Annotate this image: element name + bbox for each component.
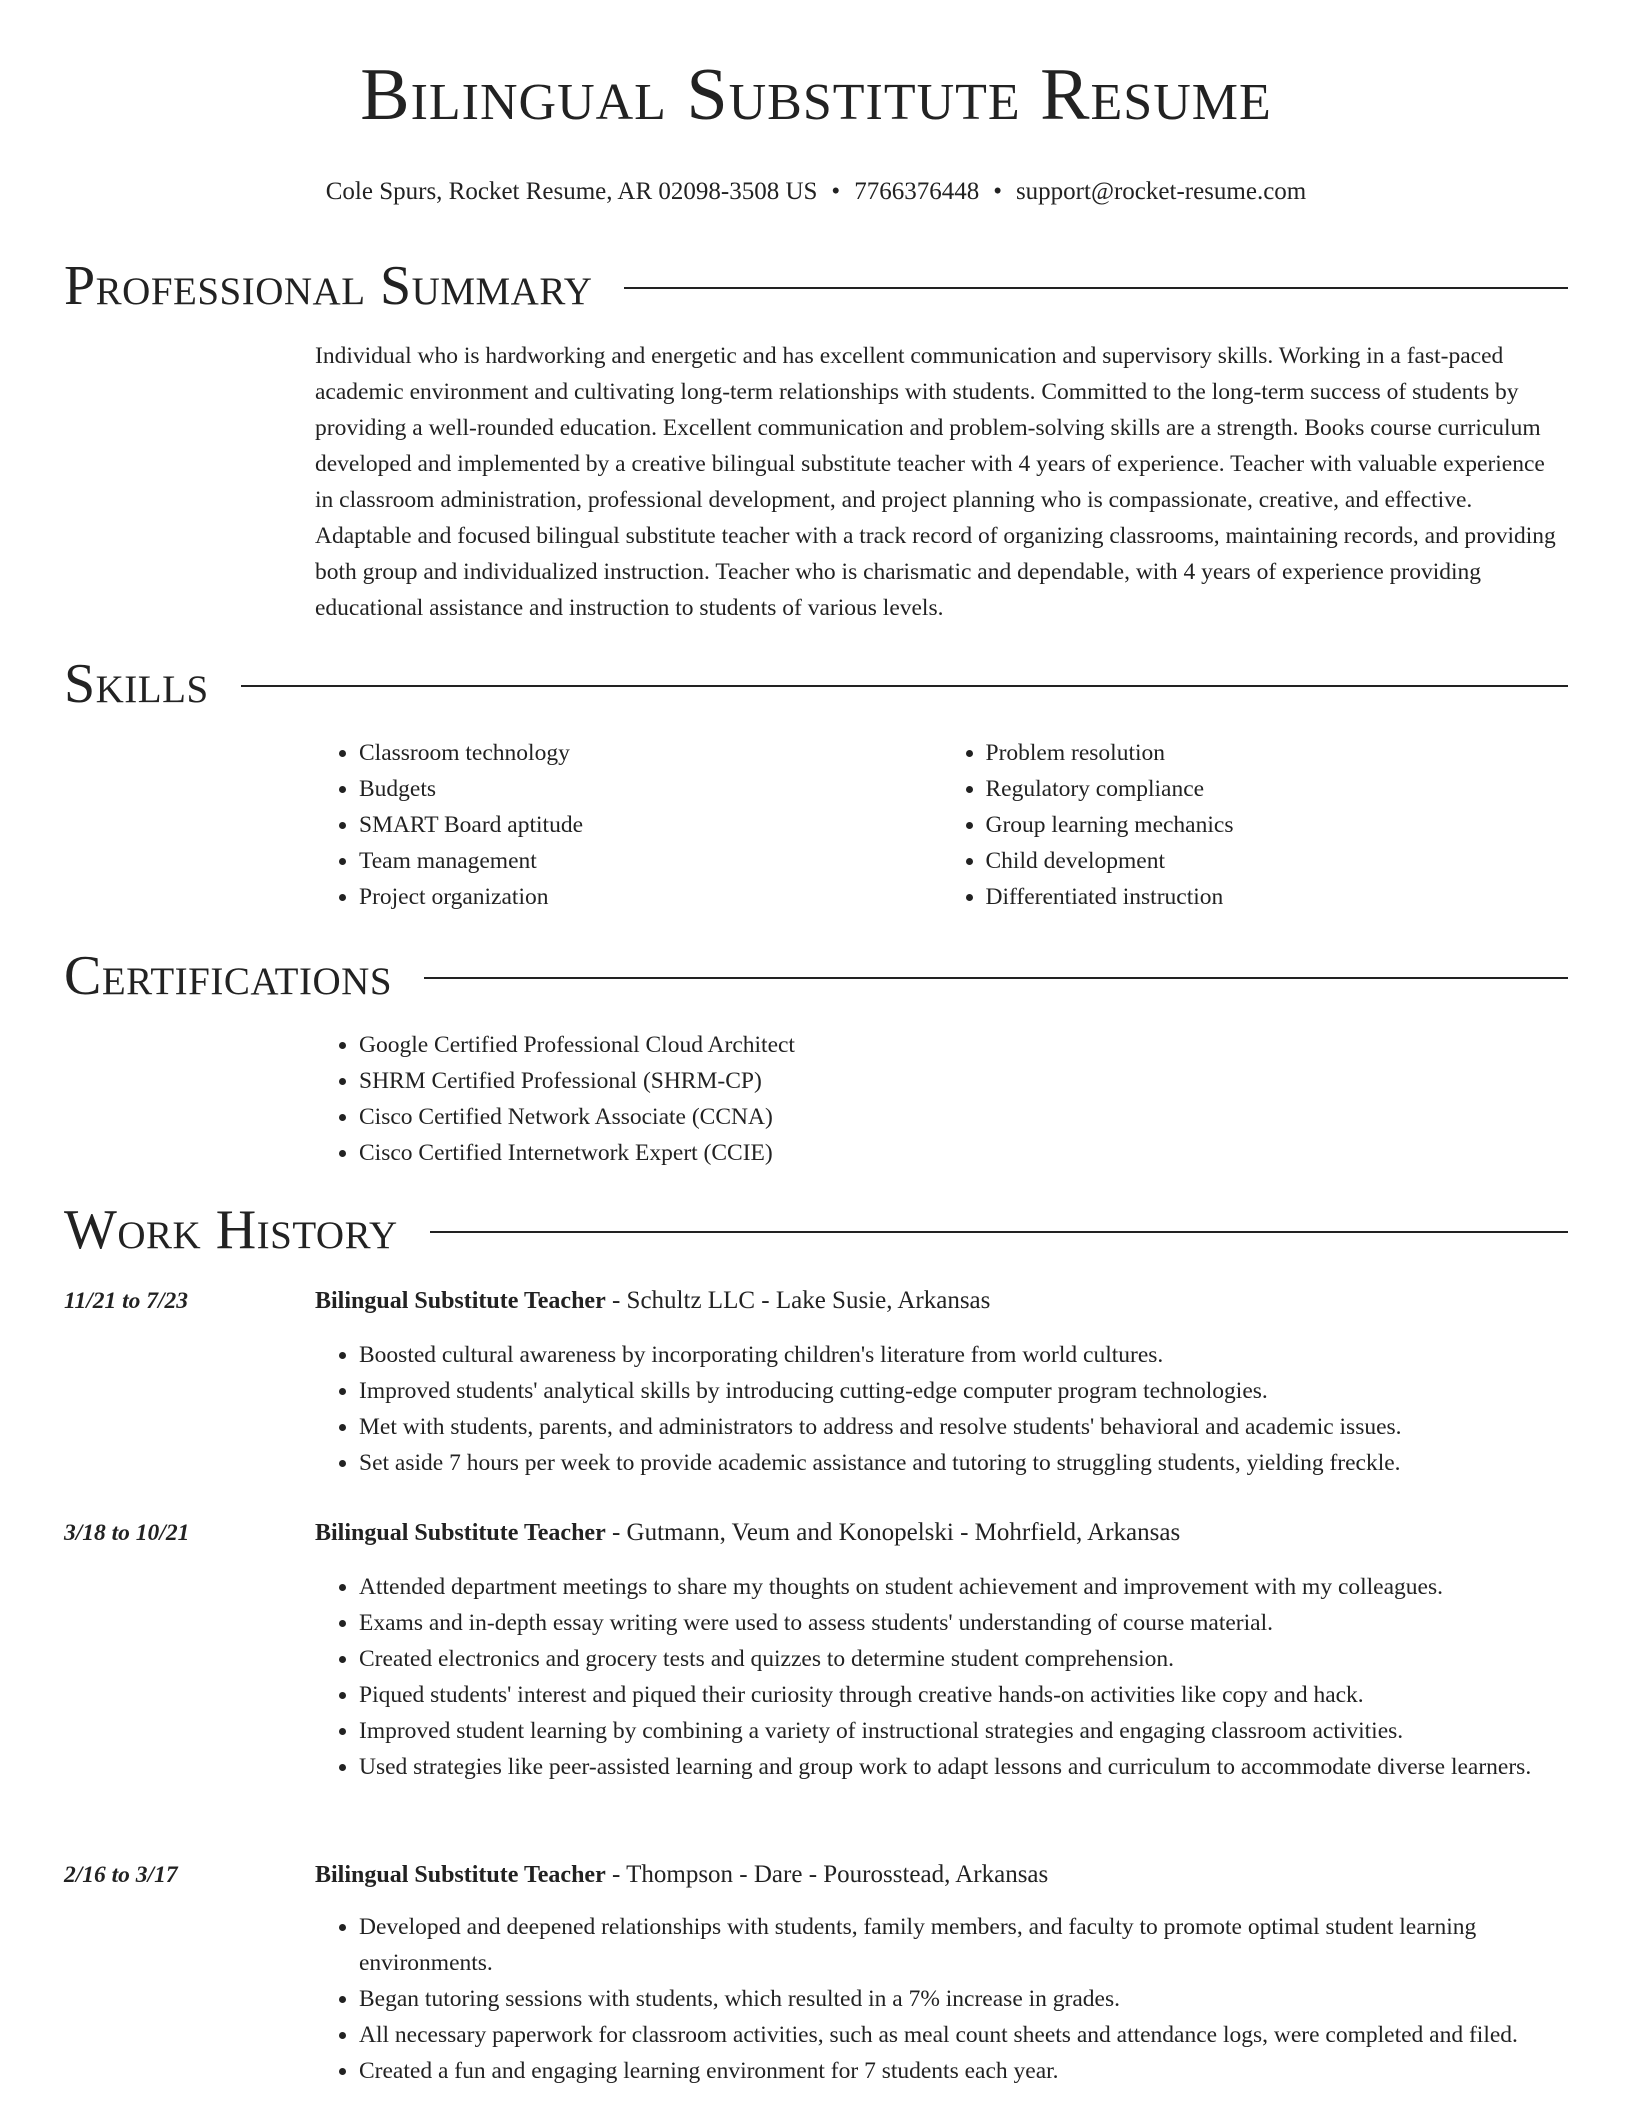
skill-item: • Group learning mechanics <box>986 807 1569 843</box>
work-section-header <box>64 1198 1568 1262</box>
job-heading <box>315 1515 1180 1551</box>
skill-item: • Differentiated instruction <box>986 879 1569 915</box>
job-dates: 2/16 to 3/17 <box>64 1862 178 1888</box>
certification-item: • SHRM Certified Professional (SHRM-CP) <box>359 1063 1568 1099</box>
job-company-location: - Thompson - Dare - Pourosstead, Arkansas <box>605 1861 1049 1888</box>
section-divider <box>424 977 1568 979</box>
skill-item: • Budgets <box>359 771 942 807</box>
job-company-location: - Gutmann, Veum and Konopelski - Mohrfield, Arkansas <box>605 1519 1181 1546</box>
job-bullet: • Improved student learning by combining a variety of instructional strategies and engaging classroom activities. <box>359 1713 1568 1749</box>
certification-item: • Cisco Certified Internetwork Expert (CCIE) <box>359 1135 1568 1171</box>
certifications-heading: Certifications <box>64 945 393 1007</box>
skill-item: • Child development <box>986 843 1569 879</box>
contact-address: Cole Spurs, Rocket Resume, AR 02098-3508 US <box>325 178 818 205</box>
skills-column-left <box>315 735 942 915</box>
contact-line <box>64 176 1568 208</box>
skill-item: • Regulatory compliance <box>986 771 1569 807</box>
certifications-section-header <box>64 944 1568 1008</box>
section-divider <box>624 287 1568 289</box>
contact-phone: 7766376448 <box>854 178 980 205</box>
job-heading <box>315 1857 1048 1893</box>
contact-email: support@rocket-resume.com <box>1015 178 1307 205</box>
skill-item: • Problem resolution <box>986 735 1569 771</box>
job-title: Bilingual Substitute Teacher <box>315 1862 606 1888</box>
contact-separator: • <box>993 178 1002 205</box>
certifications-list <box>315 1027 1568 1171</box>
certification-item: • Cisco Certified Network Associate (CCNA) <box>359 1099 1568 1135</box>
job-bullet: • Improved students' analytical skills by introducing cutting-edge computer program technologies. <box>359 1373 1568 1409</box>
job-bullet: • Created electronics and grocery tests and quizzes to determine student comprehension. <box>359 1641 1568 1677</box>
skill-item: • SMART Board aptitude <box>359 807 942 843</box>
job-bullet: • All necessary paperwork for classroom activities, such as meal count sheets and attendance logs, were completed and filed. <box>359 2017 1568 2053</box>
job-bullet: • Met with students, parents, and administrators to address and resolve students' behavioral and academic issues. <box>359 1409 1568 1445</box>
job-bullet: • Began tutoring sessions with students, which resulted in a 7% increase in grades. <box>359 1981 1568 2017</box>
job-dates: 3/18 to 10/21 <box>64 1520 190 1546</box>
section-divider <box>241 685 1568 687</box>
job-bullet: • Exams and in-depth essay writing were used to assess students' understanding of course material. <box>359 1605 1568 1641</box>
skills-list <box>315 735 1568 915</box>
work-heading: Work History <box>64 1199 398 1261</box>
job-bullet: • Created a fun and engaging learning environment for 7 students each year. <box>359 2053 1568 2089</box>
summary-text: Individual who is hardworking and energetic and has excellent communication and supervisory skills. Working in a fast-paced academic environment and cultivating long-term relationships with students. Committed to the long-term success of students by providing a well-rounded education. Excellent communication and problem-solving skills are a strength. Books course curriculum developed and implemented by a creative bilingual substitute teacher with 4 years of experience. Teacher with valuable experience in classroom administration, professional development, and project planning who is compassionate, creative, and effective. Adaptable and focused bilingual substitute teacher with a track record of organizing classrooms, maintaining records, and providing both group and individualized instruction. Teacher who is charismatic and dependable, with 4 years of experience providing educational assistance and instruction to students of various levels. <box>315 343 1556 621</box>
section-divider <box>430 1231 1568 1233</box>
skills-section-header <box>64 652 1568 716</box>
job-dates: 11/21 to 7/23 <box>64 1288 189 1314</box>
job-bullet: • Set aside 7 hours per week to provide academic assistance and tutoring to struggling students, yielding freckle. <box>359 1445 1568 1481</box>
job-heading <box>315 1283 990 1319</box>
job-bullet: • Developed and deepened relationships with students, family members, and faculty to promote optimal student learning environments. <box>359 1909 1568 1981</box>
resume-title: Bilingual Substitute Resume <box>360 54 1272 136</box>
skill-item: • Classroom technology <box>359 735 942 771</box>
job-bullet: • Boosted cultural awareness by incorporating children's literature from world cultures. <box>359 1337 1568 1373</box>
job-bullets <box>315 1909 1568 2089</box>
certification-item: • Google Certified Professional Cloud Architect <box>359 1027 1568 1063</box>
skill-item: • Team management <box>359 843 942 879</box>
contact-separator: • <box>831 178 841 205</box>
job-bullet: • Used strategies like peer-assisted learning and group work to adapt lessons and curriculum to accommodate diverse learners. <box>359 1749 1568 1785</box>
skills-column-right <box>942 735 1569 915</box>
summary-heading: Professional Summary <box>64 255 593 317</box>
job-company-location: - Schultz LLC - Lake Susie, Arkansas <box>605 1287 991 1314</box>
job-title: Bilingual Substitute Teacher <box>315 1520 606 1546</box>
job-bullet: • Piqued students' interest and piqued their curiosity through creative hands-on activities like copy and hack. <box>359 1677 1568 1713</box>
job-bullets <box>315 1337 1568 1481</box>
summary-section-header <box>64 254 1568 318</box>
skill-item: • Project organization <box>359 879 942 915</box>
job-bullets <box>315 1569 1568 1785</box>
job-bullet: • Attended department meetings to share my thoughts on student achievement and improvement with my colleagues. <box>359 1569 1568 1605</box>
skills-heading: Skills <box>64 653 209 715</box>
job-title: Bilingual Substitute Teacher <box>315 1288 606 1314</box>
